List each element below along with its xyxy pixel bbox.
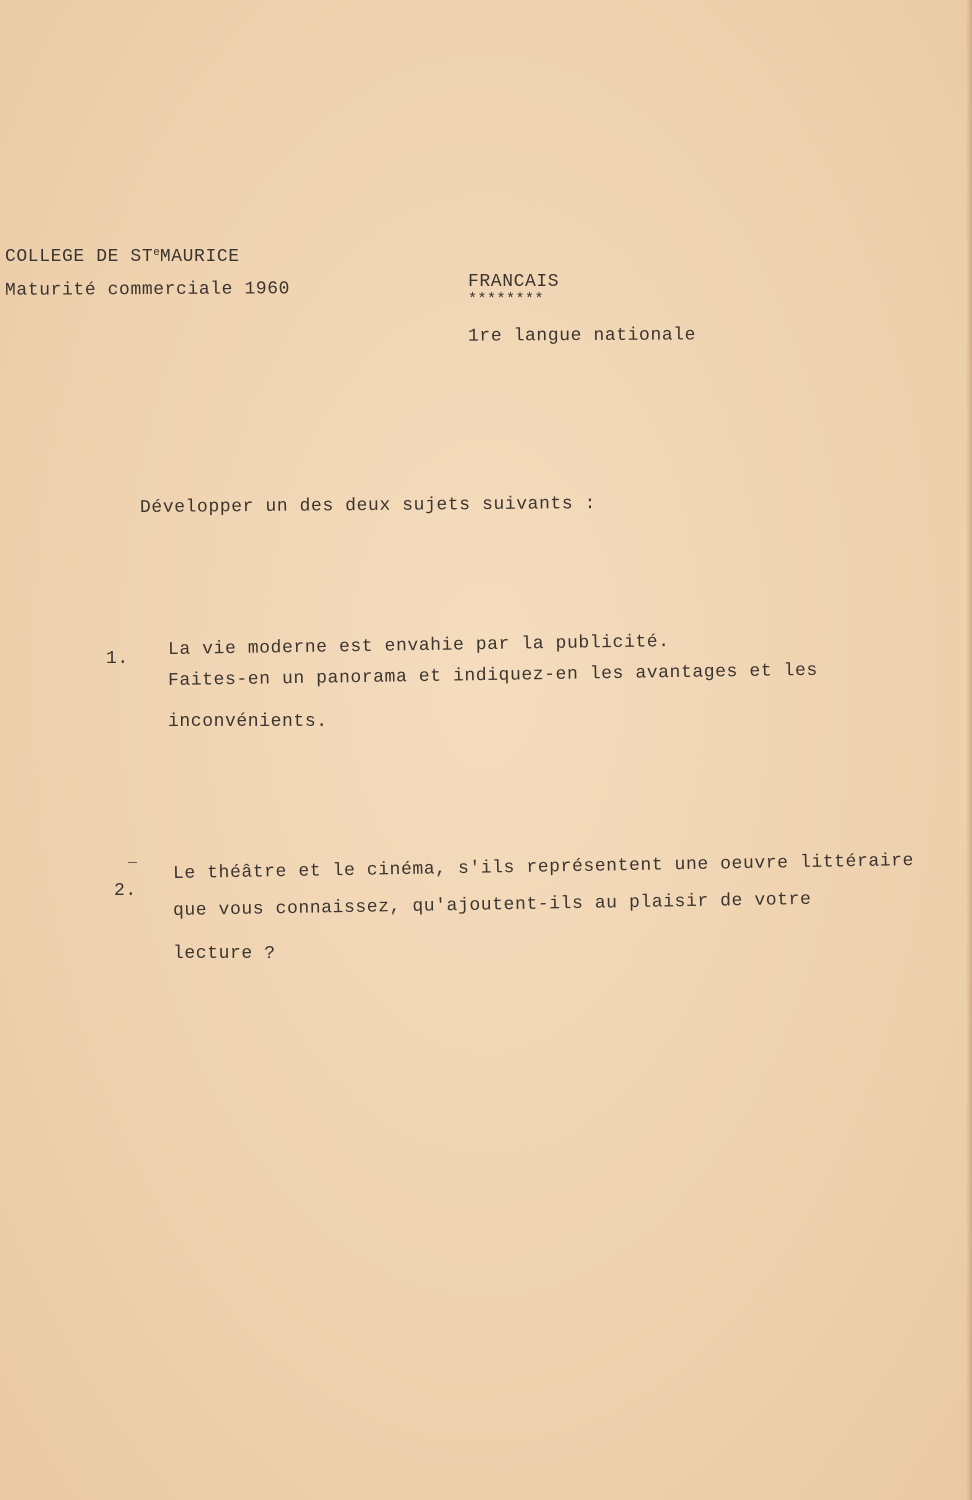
topic-2-number: 2.: [114, 881, 137, 901]
topic-1-line-1: La vie moderne est envahie par la publicité.: [167, 632, 670, 660]
school-superscript: e: [153, 247, 160, 259]
school-prefix: COLLEGE DE ST: [5, 247, 154, 267]
topic-1-number: 1.: [106, 649, 129, 669]
instruction-text: Développer un des deux sujets suivants :: [139, 494, 597, 518]
topic-2-line-1: Le théâtre et le cinéma, s'ils représentent une oeuvre littéraire: [172, 851, 915, 884]
topic-2-line-3: lecture ?: [173, 944, 276, 964]
subject-underline-stars: ********: [468, 291, 545, 308]
topic-1-line-3: inconvénients.: [168, 712, 328, 732]
subject-title: FRANCAIS: [468, 272, 560, 292]
topic-2-line-2: que vous connaissez, qu'ajoutent-ils au plaisir de votre: [172, 889, 812, 921]
exam-title: Maturité commerciale 1960: [4, 279, 291, 301]
stray-mark: [128, 862, 137, 863]
language-label: 1re langue nationale: [467, 325, 697, 347]
topic-1-line-2: Faites-en un panorama et indiquez-en les avantages et les: [167, 660, 818, 691]
school-name: [5, 248, 240, 266]
school-suffix: MAURICE: [159, 247, 240, 267]
